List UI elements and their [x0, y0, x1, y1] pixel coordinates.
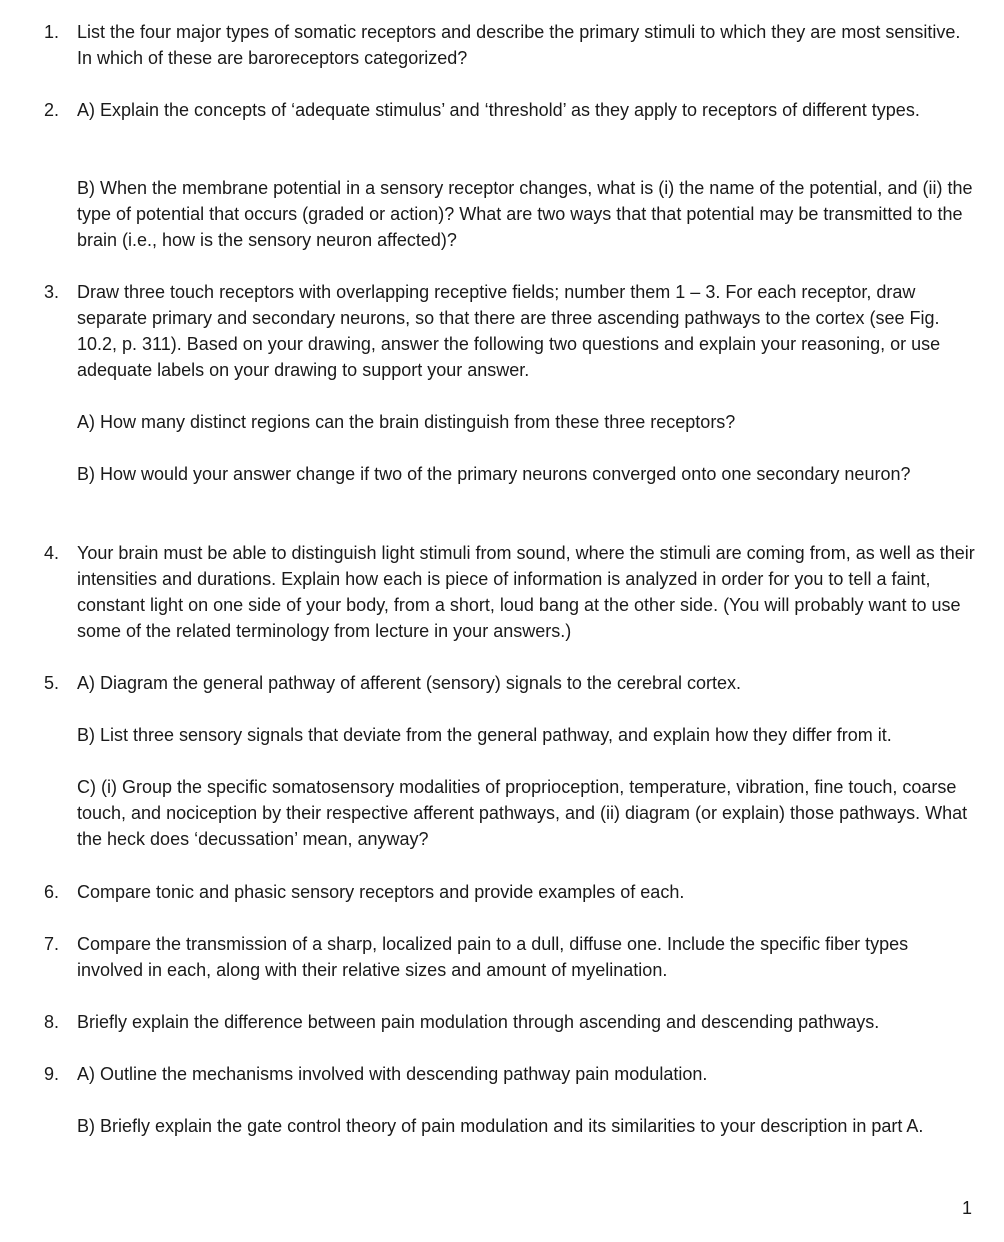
- question-number: 1.: [44, 22, 60, 42]
- question-part-a: A) How many distinct regions can the brain distinguish from these three receptors?: [77, 412, 736, 432]
- question-number: 5.: [44, 673, 60, 693]
- question-part-b: B) How would your answer change if two of the primary neurons converged onto one secondary neuron?: [77, 464, 911, 484]
- question-text: Briefly explain the difference between pain modulation through ascending and descending pathways.: [77, 1012, 880, 1032]
- question-number: 2.: [44, 100, 60, 120]
- question-number: 7.: [44, 934, 60, 954]
- question-part-b: B) List three sensory signals that deviate from the general pathway, and explain how they differ from it.: [77, 725, 892, 745]
- question-number: 9.: [44, 1064, 60, 1084]
- question-number: 6.: [44, 882, 60, 902]
- question-part-b: B) Briefly explain the gate control theory of pain modulation and its similarities to your description in part A.: [77, 1116, 924, 1136]
- page-number: 1: [961, 1198, 972, 1218]
- question-number: 4.: [44, 543, 60, 563]
- question-part-a: A) Explain the concepts of ‘adequate stimulus’ and ‘threshold’ as they apply to receptors of different types.: [77, 100, 920, 120]
- question-text: Your brain must be able to distinguish light stimuli from sound, where the stimuli are coming from, as well as their intensities and durations. Explain how each is piece of information is analyzed in order for you to tell a faint, constant light on one side of your body, from a short, loud bang at the other side. (You will probably want to use some of the related terminology from lecture in your answers.): [77, 543, 975, 641]
- question-number: 3.: [44, 282, 60, 302]
- question-part-a: A) Outline the mechanisms involved with descending pathway pain modulation.: [77, 1064, 708, 1084]
- question-number: 8.: [44, 1012, 60, 1032]
- question-part-c: C) (i) Group the specific somatosensory modalities of proprioception, temperature, vibration, fine touch, coarse touch, and nociception by their respective afferent pathways, and (ii) diagram (or explain) those pathways. What the heck does ‘decussation’ mean, anyway?: [77, 777, 968, 849]
- question-text: Compare the transmission of a sharp, localized pain to a dull, diffuse one. Include the specific fiber types involved in each, along with their relative sizes and amount of myelination.: [77, 934, 909, 980]
- question-text: Compare tonic and phasic sensory receptors and provide examples of each.: [77, 882, 685, 902]
- question-text: Draw three touch receptors with overlapping receptive fields; number them 1 – 3. For each receptor, draw separate primary and secondary neurons, so that there are three ascending pathways to the cortex (see Fig. 10.2, p. 311). Based on your drawing, answer the following two questions and explain your reasoning, or use adequate labels on your drawing to support your answer.: [77, 282, 941, 380]
- question-part-a: A) Diagram the general pathway of afferent (sensory) signals to the cerebral cortex.: [77, 673, 741, 693]
- question-part-b: B) When the membrane potential in a sensory receptor changes, what is (i) the name of the potential, and (ii) the type of potential that occurs (graded or action)? What are two ways that that potential may be transmitted to the brain (i.e., how is the sensory neuron affected)?: [77, 178, 973, 250]
- question-text: List the four major types of somatic receptors and describe the primary stimuli to which they are most sensitive. In which of these are baroreceptors categorized?: [77, 22, 961, 68]
